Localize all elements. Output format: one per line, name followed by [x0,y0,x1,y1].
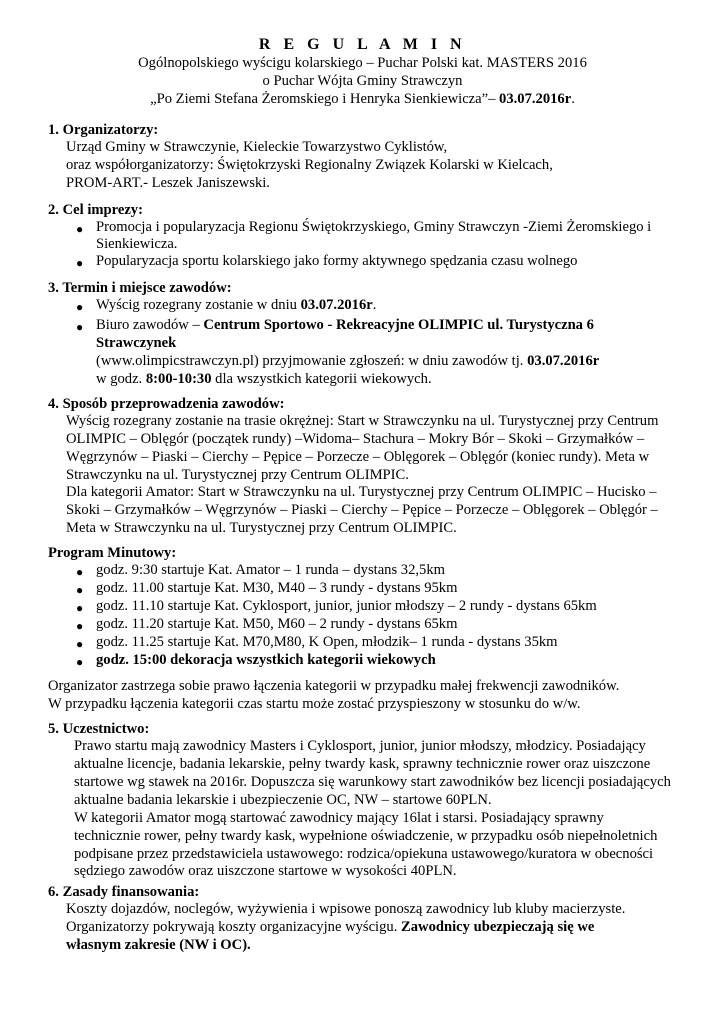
section-6-line-1: Koszty dojazdów, noclegów, wyżywienia i wpisowe ponoszą zawodnicy lub kluby macierzyste. [66,901,626,917]
event-date: 03.07.2016r [499,91,572,107]
section-4-line-7: Meta w Strawczynku na ul. Turystycznej przy Centrum OLIMPIC. [66,520,457,536]
section-4-line-6: Skoki – Grzymałków – Węgrzynów – Piaski – Cierchy – Pępice – Porzecze – Oblęgorek – Oblęgór – [66,502,658,518]
section-3-heading: 3. Termin i miejsce zawodów: [48,280,232,296]
section-6-heading: 6. Zasady finansowania: [48,884,200,900]
section-4-line-1: Wyścig rozegrany zostanie na trasie okrężnej: Start w Strawczynku na ul. Turystycznej przy Centrum [66,413,659,429]
bullet-icon: ● [76,256,84,270]
section-4-line-3: Węgrzynów – Piaski – Cierchy – Pępice – Porzecze – Oblęgorek – Oblęgór (koniec rundy). Meta w [66,449,650,465]
section-5-line-6: technicznie rower, pełny twardy kask, wypełnione oświadczenie, w przypadku osób niepełnoletnich [74,828,658,844]
section-5-line-1: Prawo startu mają zawodnicy Masters i Cyklosport, junior, junior młodszy, młodzicy. Posiadający [74,738,646,754]
bullet-icon: ● [76,583,84,597]
section-3-bullet-1 [96,297,376,315]
bullet-icon: ● [76,601,84,615]
program-item-ceremony: godz. 15:00 dekoracja wszystkich kategorii wiekowych [96,652,436,668]
section-5-line-2: aktualne licencje, badania lekarskie, pełny twardy kask, sprawny technicznie rower oraz uiszczone [74,756,651,772]
section-2-bullet-1-line-2: Sienkiewicza. [96,236,178,252]
race-day-date: 03.07.2016r [300,297,373,313]
section-3-bullet-2-line-4 [96,371,432,389]
bullet-icon: ● [76,619,84,633]
section-1-line-1: Urząd Gminy w Strawczynie, Kieleckie Towarzystwo Cyklistów, [66,139,448,155]
program-item: godz. 11.00 startuje Kat. M30, M40 – 3 rundy - dystans 95km [96,580,458,596]
section-5-line-3: startowe wg stawek na 2016r. Dopuszcza się warunkowy start zawodników bez licencji posiadających [74,774,671,790]
program-item: godz. 11.20 startuje Kat. M50, M60 – 2 rundy - dystans 65km [96,616,458,632]
section-5-line-5: W kategorii Amator mogą startować zawodnicy mający 16lat i starsi. Posiadający sprawny [74,810,604,826]
office-label: Biuro zawodów – [96,317,204,333]
subtitle-line-3 [0,91,725,109]
registration-date: 03.07.2016r [527,353,600,369]
program-heading: Program Minutowy: [48,545,177,561]
section-1-line-2: oraz współorganizatorzy: Świętokrzyski Regionalny Związek Kolarski w Kielcach, [66,157,553,173]
office-venue: Centrum Sportowo - Rekreacyjne OLIMPIC ul. Turystyczna 6 [203,317,594,333]
section-3-bullet-2-line-1 [96,317,594,335]
section-6-line-2 [66,919,594,937]
hours-label: w godz. [96,371,146,387]
section-2-heading: 2. Cel imprezy: [48,202,143,218]
section-1-line-3: PROM-ART.- Leszek Janiszewski. [66,175,270,191]
bullet-icon: ● [76,300,84,314]
section-5-heading: 5. Uczestnictwo: [48,721,150,737]
program-item: godz. 11.25 startuje Kat. M70,M80, K Open, młodzik– 1 runda - dystans 35km [96,634,558,650]
section-3-bullet-2-line-3 [96,353,599,371]
section-3-bullet-2-line-2: Strawczynek [96,335,177,351]
hours-scope: dla wszystkich kategorii wiekowych. [211,371,432,387]
subtitle-line-2: o Puchar Wójta Gminy Strawczyn [262,73,463,89]
section-1-heading: 1. Organizatorzy: [48,122,159,138]
hours-value: 8:00-10:30 [145,371,212,387]
program-item: godz. 9:30 startuje Kat. Amator – 1 runda – dystans 32,5km [96,562,445,578]
program-note-1: Organizator zastrzega sobie prawo łączenia kategorii w przypadku małej frekwencji zawodników. [48,678,620,694]
section-4-line-5: Dla kategorii Amator: Start w Strawczynku na ul. Turystycznej przy Centrum OLIMPIC – Hucisko – [66,484,657,500]
bullet-icon: ● [76,565,84,579]
insurance-text: Zawodnicy ubezpieczają się we [401,919,595,935]
section-5-line-8: sędziego zawodów oraz uiszczone startowe w wysokości 40PLN. [74,863,457,879]
bullet-icon: ● [76,320,84,334]
race-day-period: . [372,297,377,313]
section-5-line-7: podpisane przez przedstawiciela ustawowego: rodzica/opiekuna ustawowego/kuratora w obecności [74,846,654,862]
bullet-icon: ● [76,655,84,669]
program-item: godz. 11.10 startuje Kat. Cyklosport, junior, junior młodszy – 2 rundy - dystans 65km [96,598,597,614]
costs-text: Organizatorzy pokrywają koszty organizacyjne wyścigu. [66,919,402,935]
section-2-bullet-1-line-1: Promocja i popularyzacja Regionu Świętokrzyskiego, Gminy Strawczyn -Ziemi Żeromskiego i [96,219,652,235]
race-day-text: Wyścig rozegrany zostanie w dniu [96,297,301,313]
subtitle-period: . [571,91,575,107]
section-4-line-2: OLIMPIC – Oblęgór (początek rundy) –Widoma– Stachura – Mokry Bór – Skoki – Grzymałków – [66,431,645,447]
section-4-heading: 4. Sposób przeprowadzenia zawodów: [48,396,285,412]
program-note-2: W przypadku łączenia kategorii czas startu może zostać przyspieszony w stosunku do w/w. [48,696,581,712]
bullet-icon: ● [76,637,84,651]
subtitle-line-1: Ogólnopolskiego wyścigu kolarskiego – Puchar Polski kat. MASTERS 2016 [138,55,587,71]
registration-text: (www.olimpicstrawczyn.pl) przyjmowanie zgłoszeń: w dniu zawodów tj. [96,353,528,369]
section-2-bullet-2: Popularyzacja sportu kolarskiego jako formy aktywnego spędzania czasu wolnego [96,253,578,269]
document-title: R E G U L A M I N [258,36,467,53]
section-6-line-3: własnym zakresie (NW i OC). [66,937,251,953]
subtitle-quote: „Po Ziemi Stefana Żeromskiego i Henryka Sienkiewicza”– [150,91,500,107]
section-4-line-4: Strawczynku na ul. Turystycznej przy Centrum OLIMPIC. [66,467,409,483]
bullet-icon: ● [76,222,84,236]
section-5-line-4: aktualne badania lekarskie i ubezpieczenie OC, NW – startowe 60PLN. [74,792,492,808]
